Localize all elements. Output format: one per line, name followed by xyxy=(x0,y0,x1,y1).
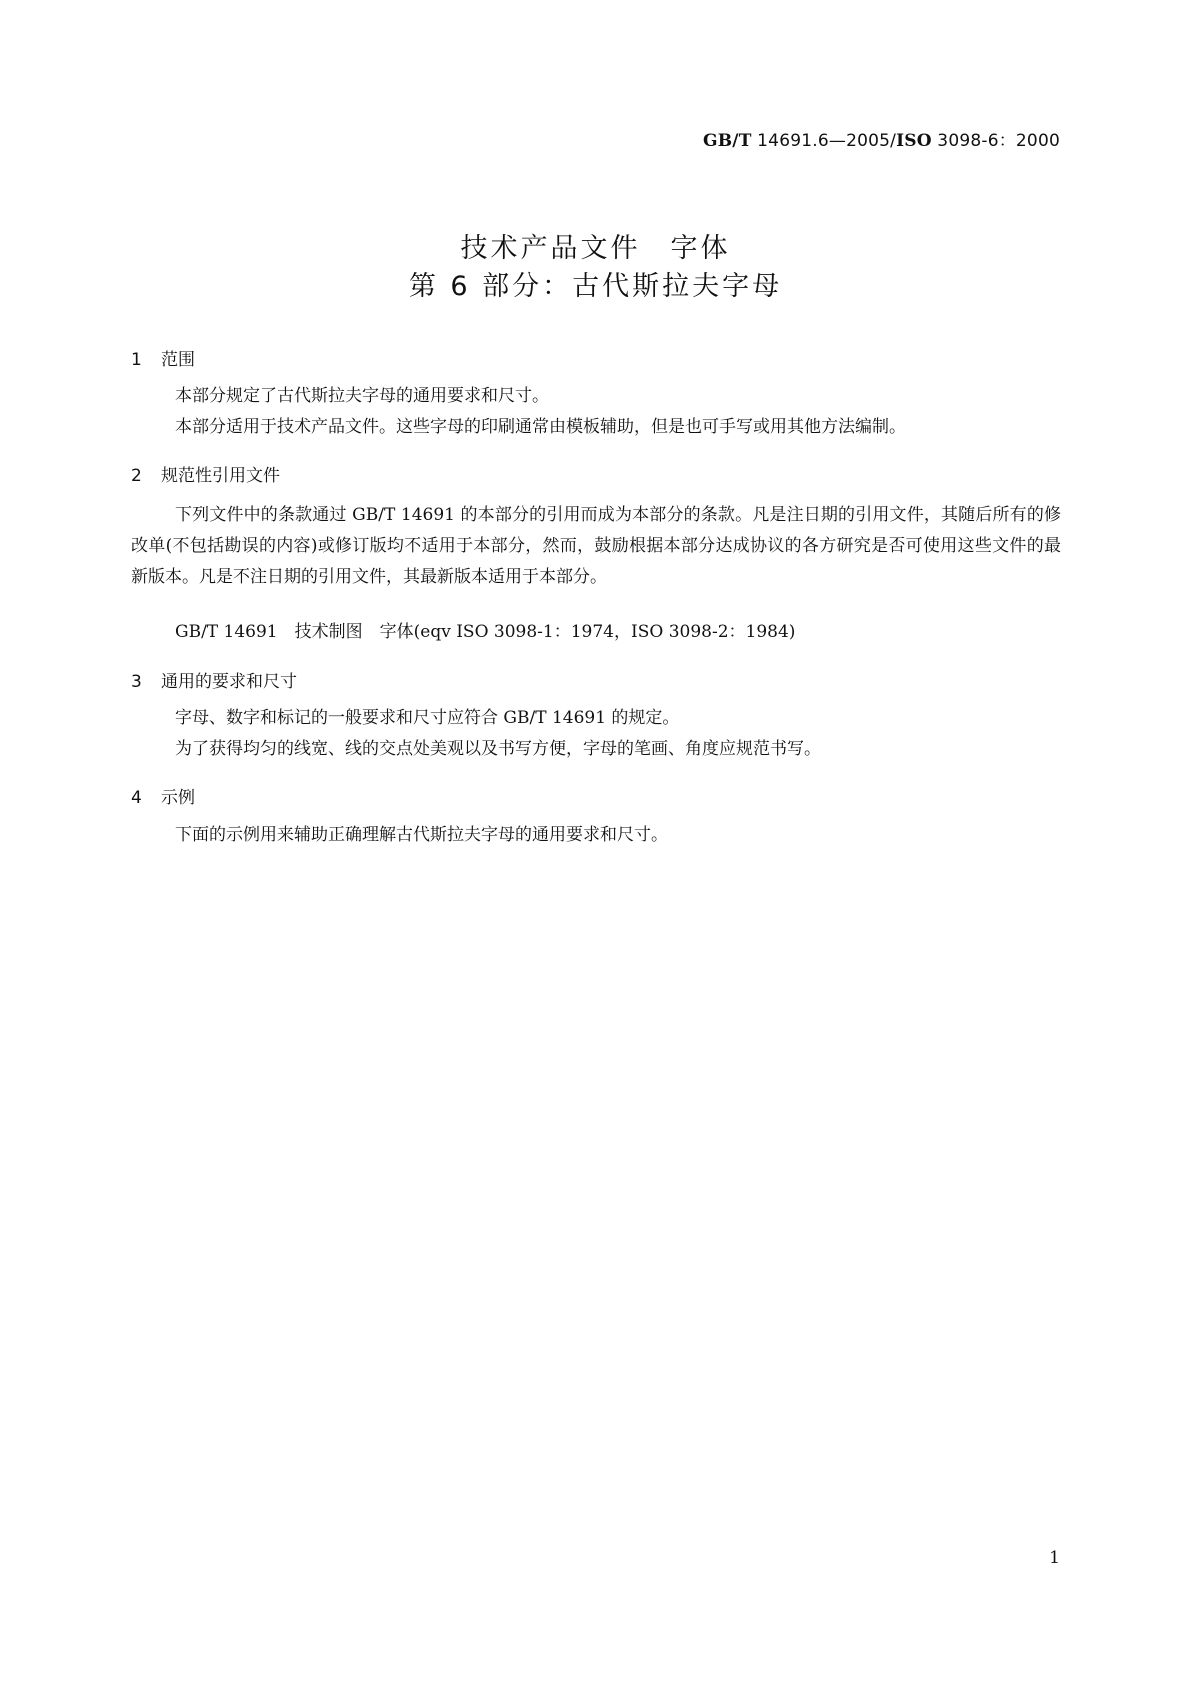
section-number: 2 xyxy=(131,466,142,486)
document-header xyxy=(703,126,1060,151)
reference-entry: GB/T 14691 技术制图 字体(eqv ISO 3098-1：1974，ISO 3098-2：1984) xyxy=(175,622,796,642)
section-title: 示例 xyxy=(161,788,195,808)
paragraph: 下列文件中的条款通过 GB/T 14691 的本部分的引用而成为本部分的条款。凡是注日期的引用文件，其随后所有的修改单(不包括勘误的内容)或修订版均不适用于本部分，然而，鼓励根据本部分达成协议的各方研究是否可使用这些文件的最新版本。凡是不注日期的引用文件，其最新版本适用于本部分。 xyxy=(131,505,1061,587)
paragraph: 字母、数字和标记的一般要求和尺寸应符合 GB/T 14691 的规定。 xyxy=(175,708,680,728)
section-heading-4 xyxy=(131,783,195,808)
paragraph: 本部分规定了古代斯拉夫字母的通用要求和尺寸。 xyxy=(175,386,549,406)
section-heading-1 xyxy=(131,345,195,370)
header-iso-number: 3098-6：2000 xyxy=(931,131,1060,151)
paragraph: 本部分适用于技术产品文件。这些字母的印刷通常由模板辅助，但是也可手写或用其他方法编制。 xyxy=(175,417,906,437)
section-title: 范围 xyxy=(161,350,195,370)
section-number: 1 xyxy=(131,350,142,370)
section-heading-2 xyxy=(131,461,280,486)
title-line-2: 第 6 部分：古代斯拉夫字母 xyxy=(408,271,783,302)
paragraph: 下面的示例用来辅助正确理解古代斯拉夫字母的通用要求和尺寸。 xyxy=(175,825,668,845)
section-title: 通用的要求和尺寸 xyxy=(161,672,297,692)
page-number: 1 xyxy=(1049,1548,1060,1568)
section-heading-3 xyxy=(131,667,297,692)
section-number: 4 xyxy=(131,788,142,808)
document-title xyxy=(0,230,1191,306)
section-title: 规范性引用文件 xyxy=(161,466,280,486)
paragraph: 为了获得均匀的线宽、线的交点处美观以及书写方便，字母的笔画、角度应规范书写。 xyxy=(175,739,821,759)
header-standard-prefix: GB/T xyxy=(703,131,752,151)
title-line-1: 技术产品文件 字体 xyxy=(460,233,731,264)
section-number: 3 xyxy=(131,672,142,692)
header-iso-prefix: ISO xyxy=(896,131,932,151)
header-standard-number: 14691.6—2005/ xyxy=(751,131,897,151)
